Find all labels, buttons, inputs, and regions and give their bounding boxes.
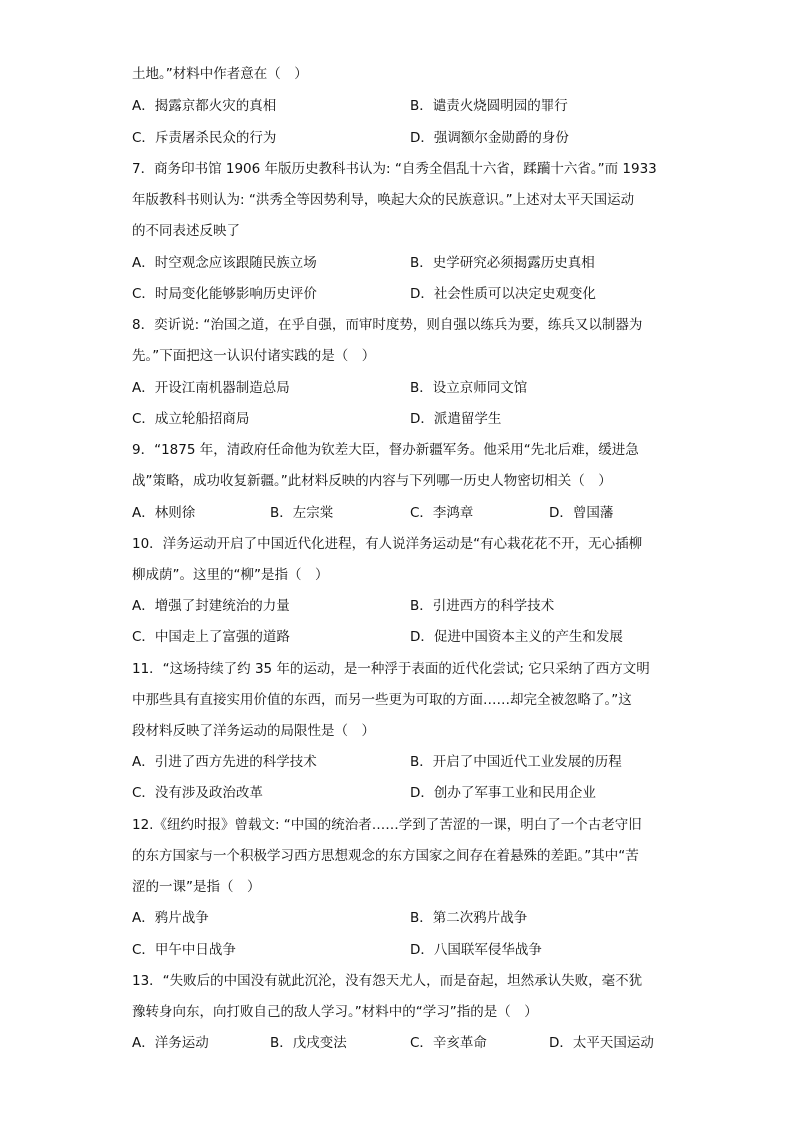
q11-option-d: D．创办了军事工业和民用企业 (410, 785, 596, 801)
q9-option-b: B．左宗棠 (270, 505, 334, 521)
q11-stem-line-3: 段材料反映了洋务运动的局限性是（ ） (132, 723, 375, 739)
q7-option-a: A．时空观念应该跟随民族立场 (132, 255, 317, 271)
q8-option-d: D．派遣留学生 (410, 411, 502, 427)
q9-option-c: C．李鸿章 (410, 505, 474, 521)
q7-option-d: D．社会性质可以决定史观变化 (410, 286, 596, 302)
q9-stem-line-2: 战”策略，成功收复新疆。”此材料反映的内容与下列哪一历史人物密切相关（ ） (132, 473, 612, 489)
q6-option-a: A．揭露京都火灾的真相 (132, 98, 277, 114)
q13-stem-line-2: 豫转身向东，向打败自己的敌人学习。”材料中的“学习”指的是（ ） (132, 1004, 538, 1020)
q6-stem-line: 土地。”材料中作者意在（ ） (132, 66, 308, 82)
q7-option-c: C．时局变化能够影响历史评价 (132, 286, 317, 302)
q13-option-a: A．洋务运动 (132, 1035, 209, 1051)
q8-option-a: A．开设江南机器制造总局 (132, 380, 290, 396)
q10-option-b: B．引进西方的科学技术 (410, 598, 555, 614)
q12-option-d: D．八国联军侵华战争 (410, 942, 542, 958)
q6-option-c: C．斥责屠杀民众的行为 (132, 130, 277, 146)
q10-option-a: A．增强了封建统治的力量 (132, 598, 290, 614)
q10-option-d: D．促进中国资本主义的产生和发展 (410, 629, 623, 645)
q8-option-c: C．成立轮船招商局 (132, 411, 250, 427)
q7-stem-line-3: 的不同表述反映了 (132, 223, 240, 239)
q12-stem-line-3: 涩的一课”是指（ ） (132, 879, 261, 895)
q10-option-c: C．中国走上了富强的道路 (132, 629, 290, 645)
q12-option-a: A．鸦片战争 (132, 910, 209, 926)
q11-stem-line-1: 11．“这场持续了约 35 年的运动，是一种浮于表面的近代化尝试; 它只采纳了西方文明 (132, 661, 650, 677)
q12-stem-line-1: 12.《纽约时报》曾载文: “中国的统治者……学到了苦涩的一课，明白了一个古老守旧 (132, 817, 642, 833)
q13-stem-line-1: 13．“失败后的中国没有就此沉沦，没有怨天尤人，而是奋起，坦然承认失败，毫不犹 (132, 973, 643, 989)
q12-option-c: C．甲午中日战争 (132, 942, 236, 958)
q11-option-b: B．开启了中国近代工业发展的历程 (410, 754, 622, 770)
q9-option-d: D．曾国藩 (549, 505, 614, 521)
q8-stem-line-1: 8．奕䜣说: “治国之道，在乎自强，而审时度势，则自强以练兵为要，练兵又以制器为 (132, 317, 643, 333)
q11-option-c: C．没有涉及政治改革 (132, 785, 263, 801)
q11-option-a: A．引进了西方先进的科学技术 (132, 754, 317, 770)
q13-option-c: C．辛亥革命 (410, 1035, 487, 1051)
q7-stem-line-2: 年版教科书则认为: “洪秀全等因势利导，唤起大众的民族意识。”上述对太平天国运动 (132, 192, 635, 208)
q10-stem-line-2: 柳成荫”。这里的“柳”是指（ ） (132, 567, 329, 583)
q8-stem-line-2: 先。”下面把这一认识付诸实践的是（ ） (132, 348, 376, 364)
q7-option-b: B．史学研究必须揭露历史真相 (410, 255, 595, 271)
q6-option-b: B．谴责火烧圆明园的罪行 (410, 98, 568, 114)
q13-option-b: B．戊戌变法 (270, 1035, 347, 1051)
q7-stem-line-1: 7．商务印书馆 1906 年版历史教科书认为: “自秀全倡乱十六省，蹂躏十六省。”而 1933 (132, 161, 657, 177)
q11-stem-line-2: 中那些具有直接实用价值的东西，而另一些更为可取的方面……却完全被忽略了。”这 (132, 692, 632, 708)
q13-option-d: D．太平天国运动 (549, 1035, 654, 1051)
q6-option-d: D．强调额尔金勋爵的身份 (410, 130, 569, 146)
q9-option-a: A．林则徐 (132, 505, 196, 521)
q10-stem-line-1: 10．洋务运动开启了中国近代化进程，有人说洋务运动是“有心栽花花不开，无心插柳 (132, 536, 643, 552)
q8-option-b: B．设立京师同文馆 (410, 380, 528, 396)
q12-option-b: B．第二次鸦片战争 (410, 910, 528, 926)
q12-stem-line-2: 的东方国家与一个积极学习西方思想观念的东方国家之间存在着悬殊的差距。”其中“苦 (132, 848, 639, 864)
q9-stem-line-1: 9．“1875 年，清政府任命他为钦差大臣，督办新疆军务。他采用“先北后难，缓进急 (132, 442, 639, 458)
